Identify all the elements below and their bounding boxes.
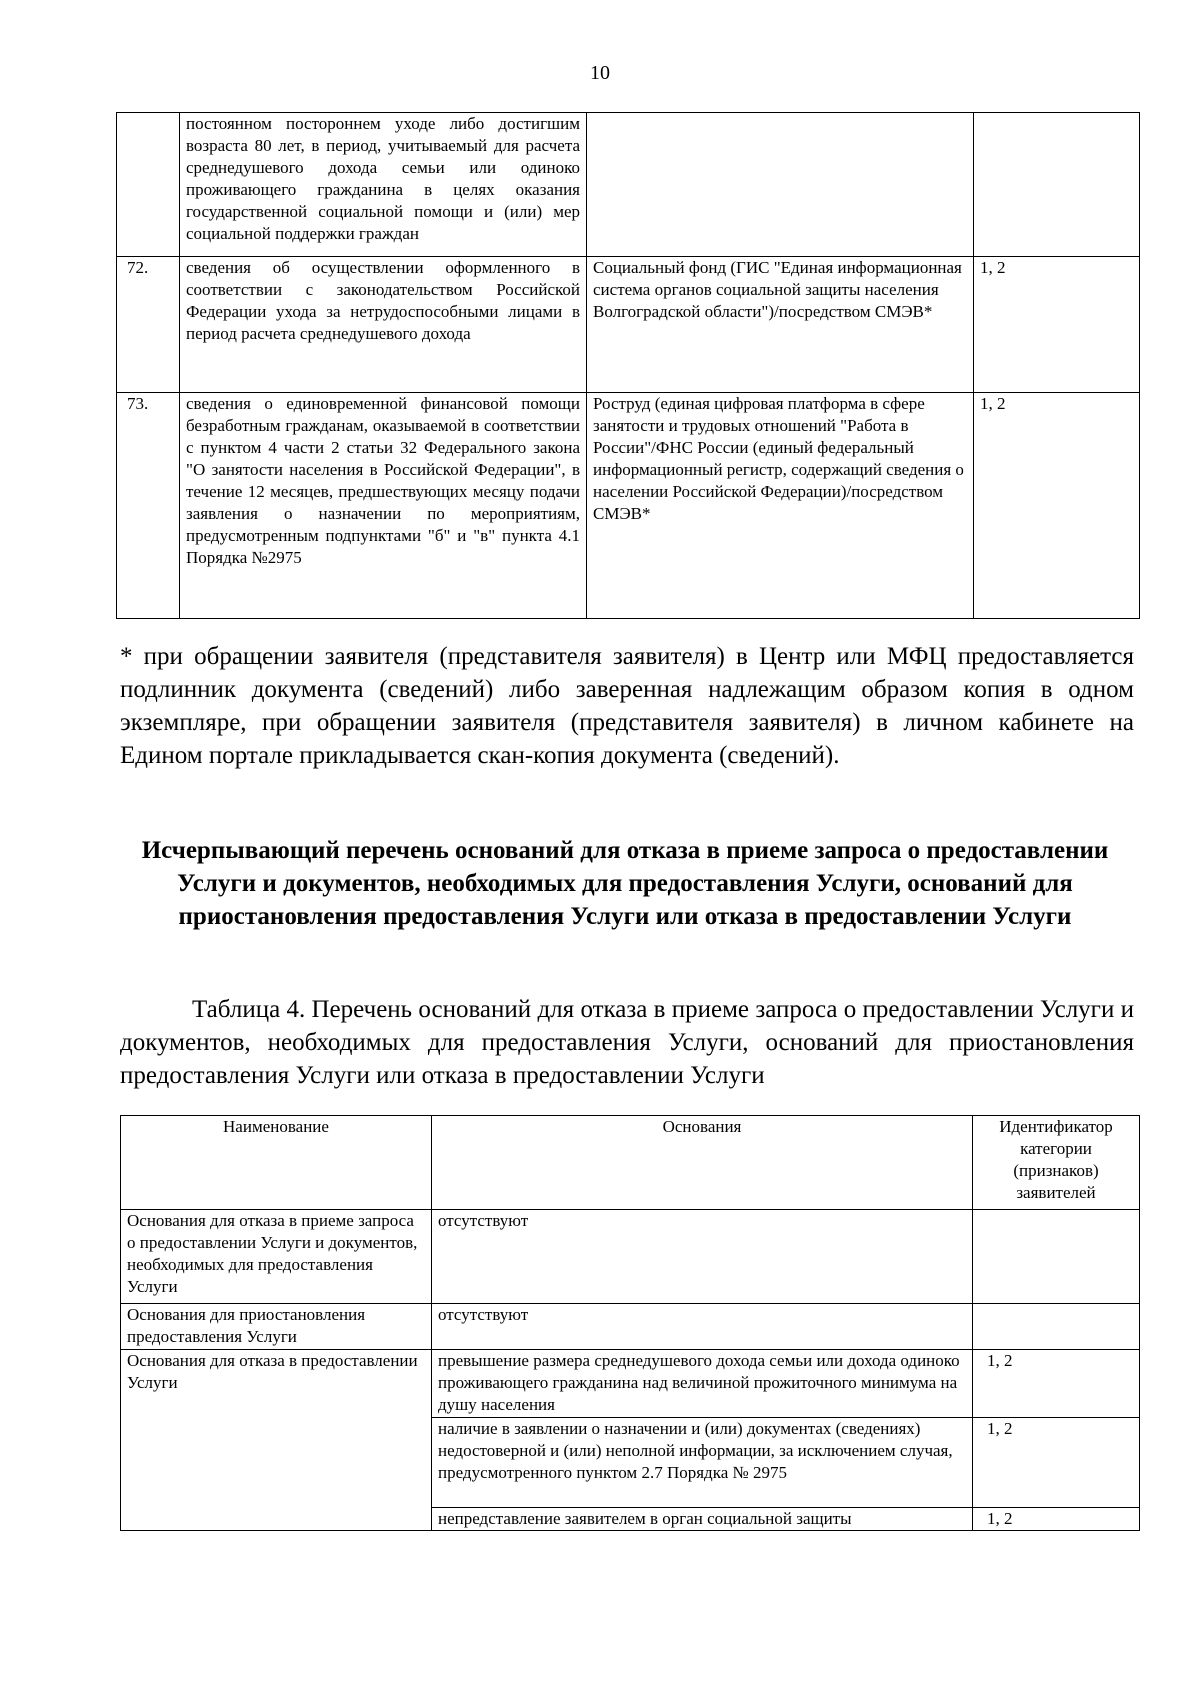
row-number: 72.: [117, 257, 180, 393]
category-id: 1, 2: [973, 1418, 1140, 1508]
category-id: 1, 2: [973, 1508, 1140, 1531]
table-row: [121, 1304, 1140, 1350]
document-source: Роструд (единая цифровая платформа в сфере занятости и трудовых отношений "Работа в России"/ФНС России (единый федеральный информационный регистр, содержащий сведения о населении Российской Федерации)/посредством СМЭВ*: [587, 393, 974, 619]
ground-text: отсутствуют: [432, 1210, 973, 1304]
ground-text: непредставление заявителем в орган социальной защиты: [432, 1508, 973, 1531]
category-id: 1, 2: [973, 1350, 1140, 1418]
table-row: [117, 257, 1140, 393]
category-id: [974, 113, 1140, 257]
document-name: сведения об осуществлении оформленного в соответствии с законодательством Российской Федерации ухода за нетрудоспособными лицами в период расчета среднедушевого дохода: [180, 257, 587, 393]
ground-text: наличие в заявлении о назначении и (или) документах (сведениях) недостоверной и (или) неполной информации, за исключением случая, предусмотренного пунктом 2.7 Порядка № 2975: [432, 1418, 973, 1508]
document-name: сведения о единовременной финансовой помощи безработным гражданам, оказываемой в соответствии с пунктом 4 части 2 статьи 32 Федерального закона "О занятости населения в Российской Федерации", в течение 12 месяцев, предшествующих месяцу подачи заявления о назначении по мероприятиям, предусмотренным подпунктами "б" и "в" пункта 4.1 Порядка №2975: [180, 393, 587, 619]
column-header-name: Наименование: [121, 1116, 432, 1210]
ground-type: Основания для приостановления предоставления Услуги: [121, 1304, 432, 1350]
ground-text: превышение размера среднедушевого дохода семьи или дохода одиноко проживающего гражданина над величиной прожиточного минимума на душу населения: [432, 1350, 973, 1418]
section-title: Исчерпывающий перечень оснований для отказа в приеме запроса о предоставлении Услуги и документов, необходимых для предоставления Услуги, оснований для приостановления предоставления Услуги или отказа в предоставлении Услуги: [141, 837, 1109, 930]
ground-type: Основания для отказа в предоставлении Услуги: [121, 1350, 432, 1531]
table-row: [117, 113, 1140, 257]
page-number: 10: [590, 62, 610, 84]
column-header-category: Идентификатор категории (признаков) заявителей: [973, 1116, 1140, 1210]
table-caption: Таблица 4. Перечень оснований для отказа в приеме запроса о предоставлении Услуги и документов, необходимых для предоставления Услуги, оснований для приостановления предоставления Услуги или отказа в предоставлении Услуги: [120, 996, 1134, 1089]
documents-table-continued: [116, 112, 1140, 619]
grounds-table: [120, 1115, 1140, 1531]
row-number: [117, 113, 180, 257]
category-id: [973, 1210, 1140, 1304]
table-row: [117, 393, 1140, 619]
document-source: Социальный фонд (ГИС "Единая информационная система органов социальной защиты населения Волгоградской области")/посредством СМЭВ*: [587, 257, 974, 393]
document-source: [587, 113, 974, 257]
category-id: [973, 1304, 1140, 1350]
document-name: постоянном постороннем уходе либо достигшим возраста 80 лет, в период, учитываемый для расчета среднедушевого дохода семьи или одиноко проживающего гражданина в целях оказания государственной социальной помощи и (или) мер социальной поддержки граждан: [180, 113, 587, 257]
table-row: [121, 1350, 1140, 1418]
ground-text: отсутствуют: [432, 1304, 973, 1350]
table-row: [121, 1210, 1140, 1304]
category-id: 1, 2: [974, 393, 1140, 619]
category-id: 1, 2: [974, 257, 1140, 393]
footnote: * при обращении заявителя (представителя заявителя) в Центр или МФЦ предоставляется подлинник документа (сведений) либо заверенная надлежащим образом копия в одном экземпляре, при обращении заявителя (представителя заявителя) в личном кабинете на Едином портале прикладывается скан-копия документа (сведений).: [120, 643, 1134, 769]
column-header-grounds: Основания: [432, 1116, 973, 1210]
table-header-row: [121, 1116, 1140, 1210]
ground-type: Основания для отказа в приеме запроса о предоставлении Услуги и документов, необходимых для предоставления Услуги: [121, 1210, 432, 1304]
row-number: 73.: [117, 393, 180, 619]
